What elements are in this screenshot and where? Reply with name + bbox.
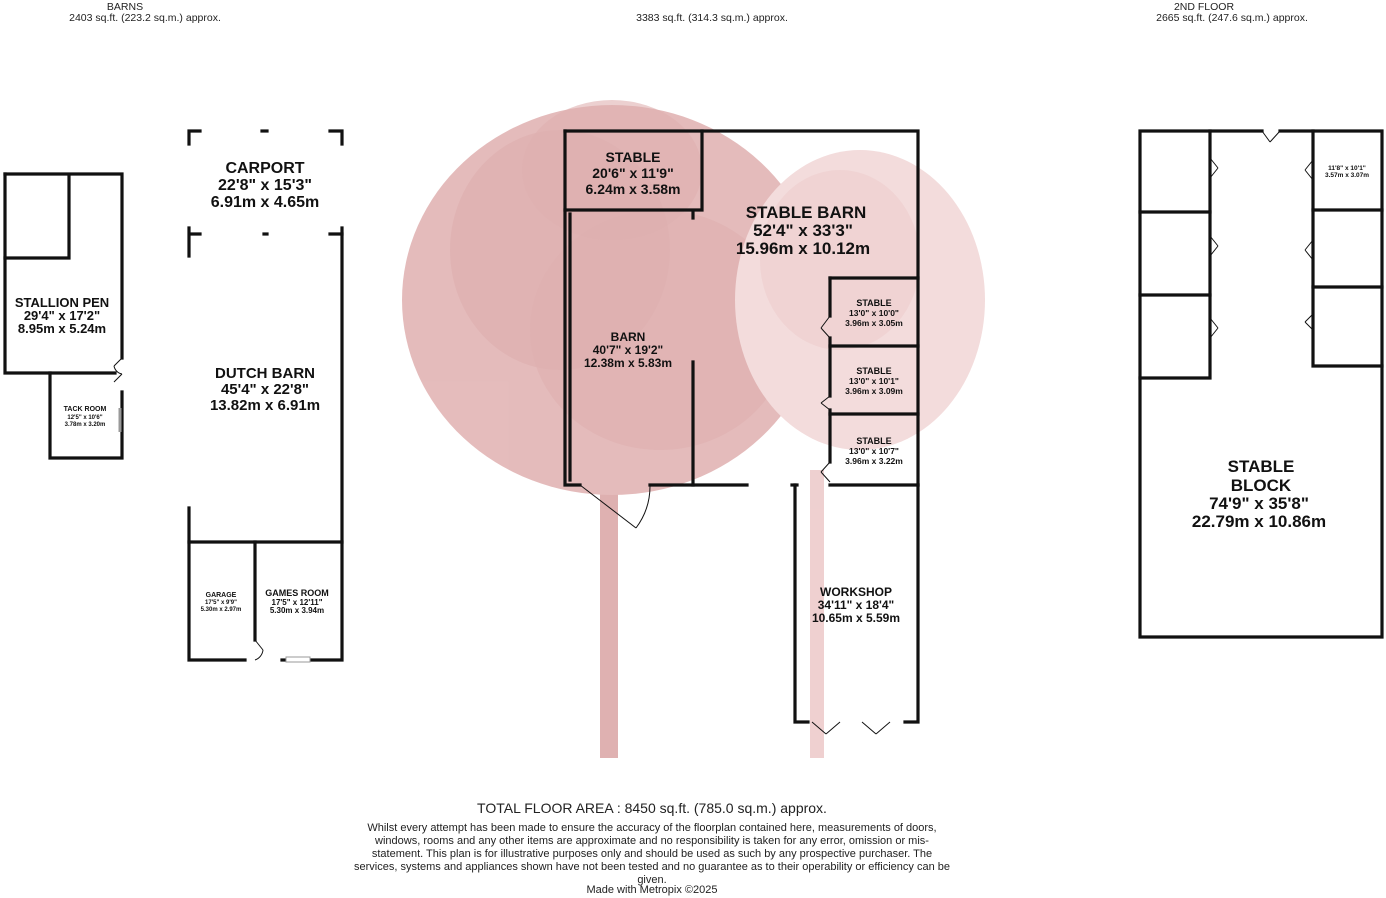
games-room-imperial: 17'5" x 12'11"	[271, 598, 323, 607]
stable-block-imperial: 74'9" x 35'8"	[1209, 494, 1309, 513]
stable-2-name: STABLE	[856, 366, 892, 376]
header-center-area: 3383 sq.ft. (314.3 sq.m.) approx.	[636, 12, 788, 24]
workshop-imperial: 34'11" x 18'4"	[817, 598, 895, 612]
stallion-pen-name: STALLION PEN	[14, 295, 110, 310]
stable-2-metric: 3.96m x 3.09m	[845, 386, 903, 396]
garage-name: GARAGE	[205, 592, 237, 599]
tack-room-name: TACK ROOM	[63, 406, 107, 413]
dutch-barn-imperial: 45'4" x 22'8"	[220, 381, 310, 398]
tack-room-imperial: 12'5" x 10'6"	[67, 415, 103, 421]
made-with-credit: Made with Metropix ©2025	[586, 884, 718, 896]
barn-name: BARN	[610, 330, 646, 344]
barn-metric: 12.38m x 5.83m	[583, 356, 673, 370]
carport-imperial: 22'8" x 15'3"	[218, 177, 312, 194]
stallion-pen-imperial: 29'4" x 17'2"	[23, 308, 101, 323]
barn-imperial: 40'7" x 19'2"	[592, 343, 664, 357]
stable-2-imperial: 13'0" x 10'1"	[849, 376, 899, 386]
door-swing-icon	[1210, 131, 1313, 338]
stable-top-metric: 6.24m x 3.58m	[585, 181, 681, 197]
dutch-barn-name: DUTCH BARN	[215, 365, 315, 382]
stable-1-name: STABLE	[856, 298, 892, 308]
building-stable-block	[1140, 131, 1382, 637]
garage-metric: 5.30m x 2.97m	[200, 607, 242, 613]
header-right-area: 2665 sq.ft. (247.6 sq.m.) approx.	[1156, 12, 1308, 24]
stable-barn-imperial: 52'4" x 33'3"	[753, 221, 853, 240]
garage-imperial: 17'5" x 9'9"	[205, 600, 237, 606]
disclaimer-text: Whilst every attempt has been made to ensure the accuracy of the floorplan contained here, measurements of doors, windows, rooms and any other items are approximate and no responsibility is taken for any error, omission or mis-statement. This plan is for illustrative purposes only and should be used as such by any prospective purchaser. The services, systems and appliances shown have not been tested and no guarantee as to their operability or efficiency can be given.	[354, 822, 950, 886]
stallion-pen-metric: 8.95m x 5.24m	[17, 321, 107, 336]
stable-barn-metric: 15.96m x 10.12m	[735, 239, 871, 258]
stable-block-metric: 22.79m x 10.86m	[1191, 512, 1327, 531]
header-left-title: BARNS	[106, 1, 144, 13]
workshop-name: WORKSHOP	[820, 585, 892, 599]
stable-block-name-1: STABLE	[1227, 457, 1295, 476]
stable-1-metric: 3.96m x 3.05m	[845, 318, 903, 328]
header-left-area: 2403 sq.ft. (223.2 sq.m.) approx.	[69, 12, 221, 24]
tack-room-metric: 3.78m x 3.20m	[64, 422, 106, 428]
carport-name: CARPORT	[225, 160, 305, 177]
header-right-title: 2ND FLOOR	[1173, 1, 1235, 13]
games-room-name: GAMES ROOM	[265, 588, 329, 598]
dutch-barn-metric: 13.82m x 6.91m	[209, 397, 321, 414]
stable-barn-name: STABLE BARN	[745, 203, 867, 222]
stable-3-name: STABLE	[856, 436, 892, 446]
stable-top-name: STABLE	[605, 149, 661, 165]
total-floor-area: TOTAL FLOOR AREA : 8450 sq.ft. (785.0 sq.m.) approx.	[477, 800, 827, 816]
stable-1-imperial: 13'0" x 10'0"	[849, 308, 899, 318]
stable-block-name-2: BLOCK	[1230, 476, 1292, 495]
stable-3-imperial: 13'0" x 10'7"	[849, 446, 899, 456]
carport-metric: 6.91m x 4.65m	[210, 194, 320, 211]
stable-top-imperial: 20'6" x 11'9"	[592, 165, 674, 181]
stable-3-metric: 3.96m x 3.22m	[845, 456, 903, 466]
small-room-metric: 3.57m x 3.07m	[1324, 172, 1370, 179]
workshop-metric: 10.65m x 5.59m	[811, 611, 901, 625]
games-room-metric: 5.30m x 3.94m	[269, 606, 325, 615]
small-room-imperial: 11'8" x 10'1"	[1328, 165, 1366, 172]
